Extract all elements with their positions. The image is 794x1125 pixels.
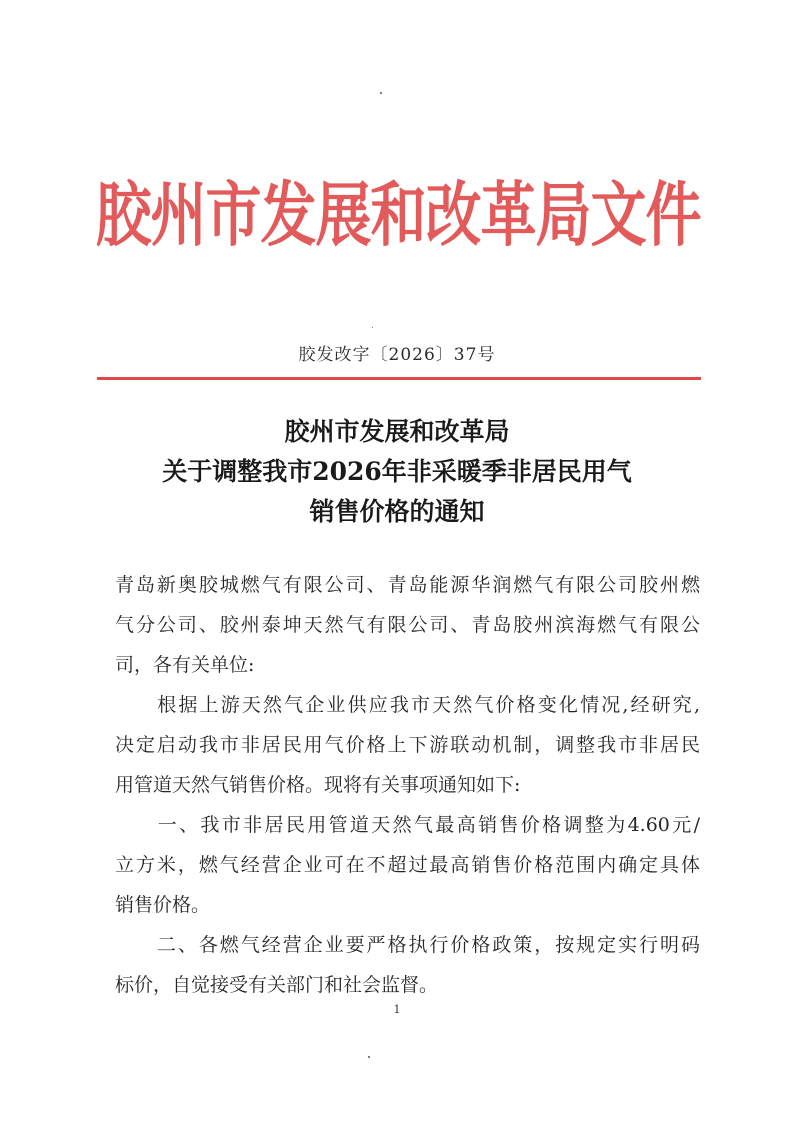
body-line: 二、各燃气经营企业要严格执行价格政策，按规定实行明码 xyxy=(115,934,700,956)
addressee-paragraph xyxy=(115,565,700,685)
item-two-paragraph xyxy=(115,925,700,1005)
red-divider-line xyxy=(97,377,701,380)
org-header-title: 胶州市发展和改革局文件 xyxy=(95,173,701,257)
body-line: 一、我市非居民用管道天然气最高销售价格调整为4.60元/ xyxy=(115,814,700,836)
notice-title-line-1: 胶州市发展和改革局 xyxy=(284,417,510,446)
notice-title-line-3: 销售价格的通知 xyxy=(309,497,485,526)
document-number: 胶发改字〔2026〕37号 xyxy=(298,345,496,365)
page-number: 1 xyxy=(393,1003,401,1016)
body-line: 司，各有关单位: xyxy=(115,654,255,676)
body-line: 标价，自觉接受有关部门和社会监督。 xyxy=(115,974,439,996)
scan-speck xyxy=(372,327,373,328)
body-line: 决定启动我市非居民用气价格上下游联动机制，调整我市非居民 xyxy=(115,734,700,756)
notice-body xyxy=(115,565,700,1005)
scan-speck xyxy=(380,92,382,94)
body-line: 立方米，燃气经营企业可在不超过最高销售价格范围内确定具体 xyxy=(115,854,700,876)
body-line: 青岛新奥胶城燃气有限公司、青岛能源华润燃气有限公司胶州燃 xyxy=(115,574,700,596)
body-line: 根据上游天然气企业供应我市天然气价格变化情况,经研究, xyxy=(115,694,700,716)
body-line: 用管道天然气销售价格。现将有关事项通知如下: xyxy=(115,774,521,796)
notice-title-line-2: 关于调整我市2026年非采暖季非居民用气 xyxy=(162,457,632,486)
item-one-paragraph xyxy=(115,805,700,925)
scan-speck xyxy=(368,1056,370,1058)
intro-paragraph xyxy=(115,685,700,805)
body-line: 销售价格。 xyxy=(115,894,211,916)
notice-title xyxy=(0,412,794,532)
body-line: 气分公司、胶州泰坤天然气有限公司、青岛胶州滨海燃气有限公 xyxy=(115,614,700,636)
